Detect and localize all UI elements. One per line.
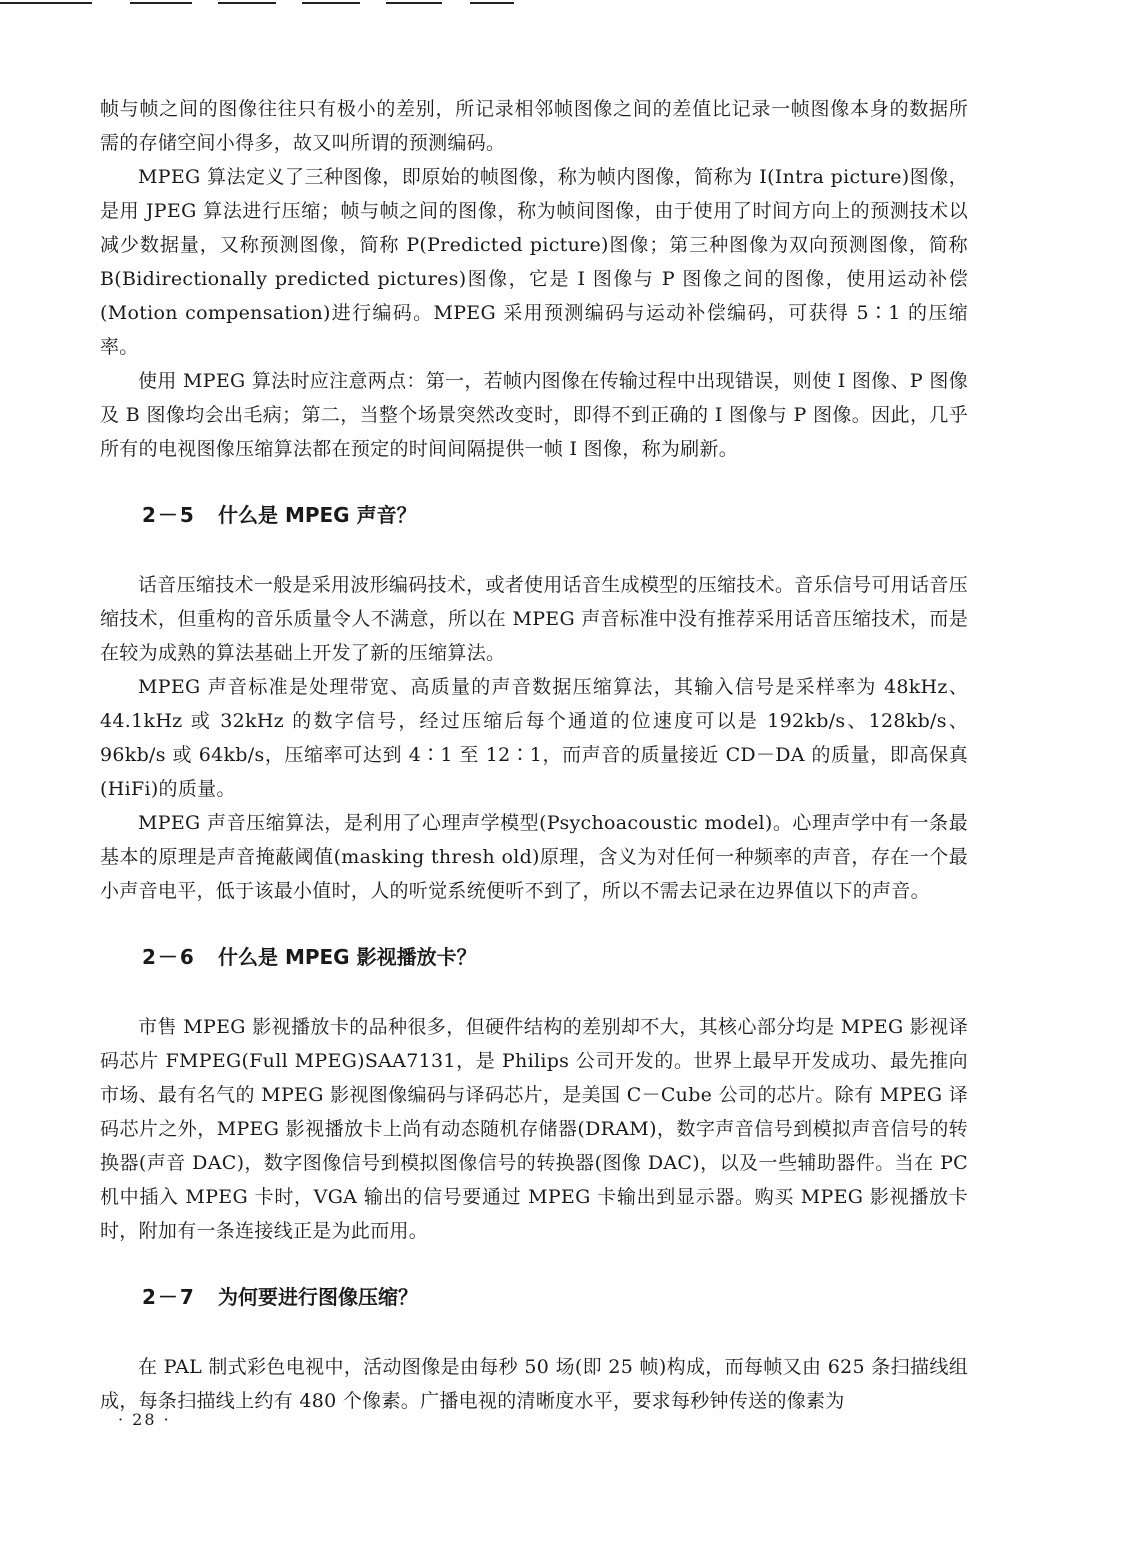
paragraph-2-5-3: MPEG 声音压缩算法，是利用了心理声学模型(Psychoacoustic model)。心理声学中有一条最基本的原理是声音掩蔽阈值(masking thresh old)原理，含义为对任何一种频率的声音，存在一个最小声音电平，低于该最小值时，人的听觉系统便听不到了，所以不需去记录在边界值以下的声音。: [100, 812, 968, 902]
page-number: · 28 ·: [118, 1410, 171, 1429]
paragraph-2-6-1: 市售 MPEG 影视播放卡的品种很多，但硬件结构的差别却不大，其核心部分均是 MPEG 影视译码芯片 FMPEG(Full MPEG)SAA7131，是 Philips 公司开发的。世界上最早开发成功、最先推向市场、最有名气的 MPEG 影视图像编码与译码芯片，是美国 C－Cube 公司的芯片。除有 MPEG 译码芯片之外，MPEG 影视播放卡上尚有动态随机存储器(DRAM)，数字声音信号到模拟声音信号的转换器(声音 DAC)，数字图像信号到模拟图像信号的转换器(图像 DAC)，以及一些辅助器件。当在 PC 机中插入 MPEG 卡时，VGA 输出的信号要通过 MPEG 卡输出到显示器。购买 MPEG 影视播放卡时，附加有一条连接线正是为此而用。: [100, 1016, 968, 1242]
section-number: 2－6: [142, 945, 196, 969]
paragraph-intro-3: 使用 MPEG 算法时应注意两点：第一，若帧内图像在传输过程中出现错误，则使 I 图像、P 图像及 B 图像均会出毛病；第二，当整个场景突然改变时，即得不到正确的 I 图像与 P 图像。因此，几乎所有的电视图像压缩算法都在预定的时间间隔提供一帧 I 图像，称为刷新。: [100, 370, 968, 460]
paragraph-intro-1: 帧与帧之间的图像往往只有极小的差别，所记录相邻帧图像之间的差值比记录一帧图像本身的数据所需的存储空间小得多，故又叫所谓的预测编码。: [100, 98, 968, 154]
paragraph-intro-2: MPEG 算法定义了三种图像，即原始的帧图像，称为帧内图像，简称为 I(Intra picture)图像，是用 JPEG 算法进行压缩；帧与帧之间的图像，称为帧间图像，由于使用了时间方向上的预测技术以减少数据量，又称预测图像，简称 P(Predicted picture)图像；第三种图像为双向预测图像，简称 B(Bidirectionally predicted pictures)图像，它是 I 图像与 P 图像之间的图像，使用运动补偿(Motion compensation)进行编码。MPEG 采用预测编码与运动补偿编码，可获得 5∶1 的压缩率。: [100, 166, 968, 358]
section-heading-2-7: [100, 1282, 968, 1312]
paragraph-2-7-1: 在 PAL 制式彩色电视中，活动图像是由每秒 50 场(即 25 帧)构成，而每帧又由 625 条扫描线组成，每条扫描线上约有 480 个像素。广播电视的清晰度水平，要求每秒钟传送的像素为: [100, 1356, 968, 1412]
section-number: 2－5: [142, 503, 196, 527]
top-rules: [0, 0, 1122, 6]
section-heading-2-6: [100, 942, 968, 972]
section-title: 为何要进行图像压缩？: [218, 1285, 418, 1309]
paragraph-2-5-1: 话音压缩技术一般是采用波形编码技术，或者使用话音生成模型的压缩技术。音乐信号可用话音压缩技术，但重构的音乐质量令人不满意，所以在 MPEG 声音标准中没有推荐采用话音压缩技术，而是在较为成熟的算法基础上开发了新的压缩算法。: [100, 574, 968, 664]
section-title: 什么是 MPEG 影视播放卡？: [218, 945, 477, 969]
section-title: 什么是 MPEG 声音？: [218, 503, 417, 527]
paragraph-2-5-2: MPEG 声音标准是处理带宽、高质量的声音数据压缩算法，其输入信号是采样率为 48kHz、44.1kHz 或 32kHz 的数字信号，经过压缩后每个通道的位速度可以是 192kb/s、128kb/s、96kb/s 或 64kb/s，压缩率可达到 4∶1 至 12∶1，而声音的质量接近 CD－DA 的质量，即高保真(HiFi)的质量。: [100, 676, 968, 800]
section-number: 2－7: [142, 1285, 196, 1309]
section-heading-2-5: [100, 500, 968, 530]
page-content: [100, 92, 968, 1418]
